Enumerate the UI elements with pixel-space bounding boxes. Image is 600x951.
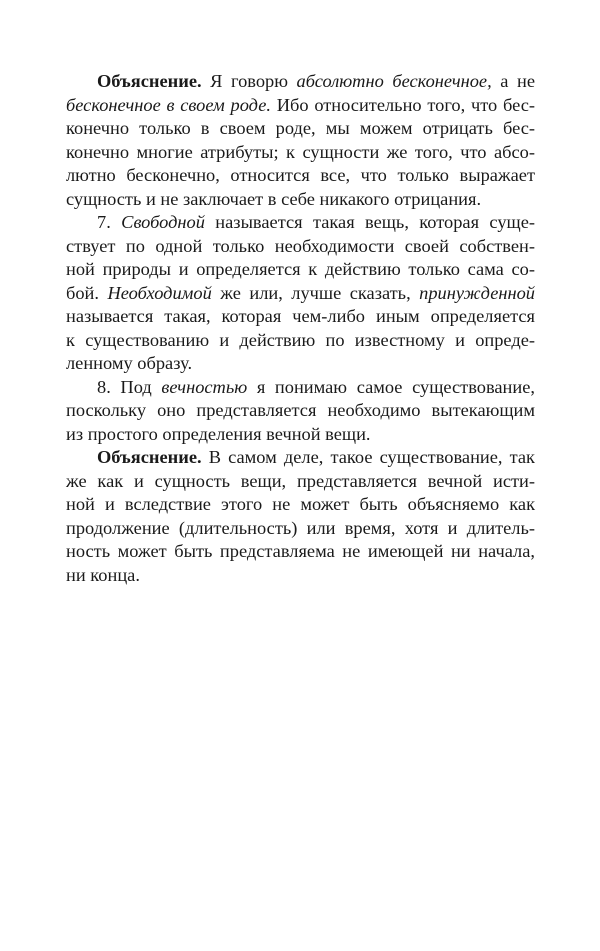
- text-line: [66, 470, 535, 494]
- text-run: называется такая, которая чем-либо иным определяется: [66, 306, 535, 326]
- text-run: поскольку оно представляется необходимо вытекающим: [66, 400, 535, 420]
- italic-term: вечностью: [161, 376, 248, 397]
- text-run: я понимаю самое существование,: [247, 376, 536, 397]
- text-line: [66, 258, 535, 282]
- text-line: [66, 352, 535, 376]
- text-run: конечно только в своем роде, мы можем отрицать бес-: [66, 118, 535, 138]
- text-line: [66, 517, 535, 541]
- text-run: В самом деле, такое существование, так: [201, 447, 535, 467]
- text-line: [66, 70, 535, 94]
- body-text: [66, 70, 535, 587]
- italic-term: принужденной: [419, 282, 535, 303]
- text-line: [66, 376, 535, 400]
- text-run: ной природы и определяется к действию только сама со-: [66, 259, 535, 279]
- text-run: 7.: [97, 212, 122, 232]
- text-run: ность может быть представляема не имеющей ни начала,: [66, 541, 535, 561]
- text-run: бой.: [66, 282, 108, 303]
- text-line: [66, 211, 535, 235]
- text-run: же или, лучше сказать,: [211, 282, 420, 303]
- text-line: [66, 423, 535, 447]
- italic-term: бесконечное в своем роде.: [66, 94, 271, 115]
- text-run: к существованию и действию по известному и опреде-: [66, 329, 535, 350]
- text-line: [66, 282, 535, 306]
- paragraph: [66, 446, 535, 587]
- text-line: [66, 164, 535, 188]
- text-run: 8. Под: [97, 376, 162, 397]
- text-line: [66, 235, 535, 259]
- text-run: а не: [491, 71, 535, 91]
- text-line: [66, 493, 535, 517]
- text-run: ствует по одной только необходимости своей собствен-: [66, 235, 535, 256]
- text-run: лютно бесконечно, относится все, что только выражает: [66, 165, 535, 185]
- text-line: [66, 540, 535, 564]
- paragraph: [66, 376, 535, 447]
- text-line: [66, 117, 535, 141]
- text-line: [66, 446, 535, 470]
- text-run: Я говорю: [201, 71, 297, 91]
- text-run: называется такая вещь, которая суще-: [204, 212, 535, 232]
- text-run: же как и сущность вещи, представляется вечной исти-: [66, 470, 535, 491]
- text-run: ни конца.: [66, 564, 140, 585]
- text-run: ленному образу.: [66, 353, 193, 373]
- text-line: [66, 564, 535, 588]
- paragraph: [66, 211, 535, 376]
- italic-term: Свободной: [121, 212, 205, 232]
- text-line: [66, 188, 535, 212]
- bold-term: Объяснение.: [97, 71, 202, 91]
- text-run: сущность и не заключает в себе никакого отрицания.: [66, 188, 482, 209]
- paragraph: [66, 70, 535, 211]
- text-line: [66, 305, 535, 329]
- italic-term: абсолютно бесконечное,: [296, 71, 492, 91]
- italic-term: Необходимой: [107, 282, 212, 303]
- text-run: из простого определения вечной вещи.: [66, 423, 371, 444]
- text-run: ной и вследствие этого не может быть объясняемо как: [66, 494, 535, 514]
- text-line: [66, 141, 535, 165]
- text-run: Ибо относительно того, что бес-: [270, 94, 536, 115]
- bold-term: Объяснение.: [97, 447, 202, 467]
- text-line: [66, 329, 535, 353]
- text-line: [66, 399, 535, 423]
- text-run: конечно многие атрибуты; к сущности же того, что абсо-: [66, 141, 535, 162]
- text-line: [66, 94, 535, 118]
- text-run: продолжение (длительность) или время, хотя и длитель-: [66, 517, 535, 538]
